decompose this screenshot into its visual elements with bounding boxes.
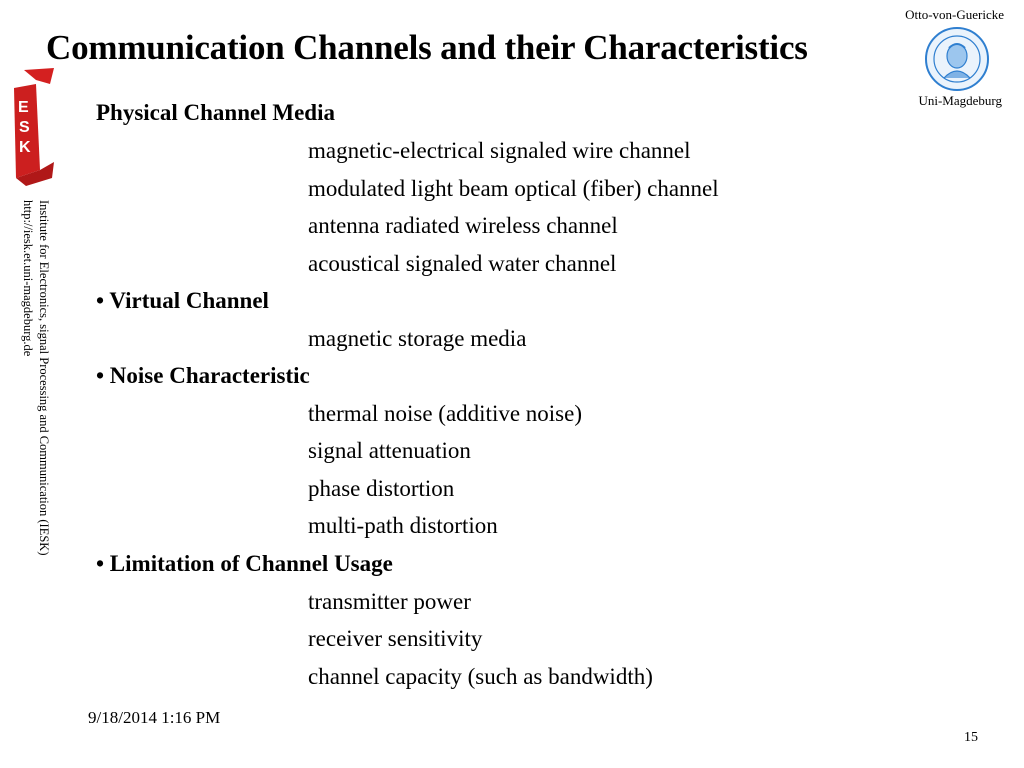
list-item: receiver sensitivity [308, 626, 483, 651]
list-item: acoustical signaled water channel [308, 251, 617, 276]
page-number: 15 [964, 730, 978, 745]
section-heading: • Noise Characteristic [96, 363, 310, 388]
list-item: modulated light beam optical (fiber) channel [308, 176, 719, 201]
university-seal-icon [924, 26, 990, 92]
list-item: multi-path distortion [308, 513, 498, 538]
institute-url: http://iesk.et.uni-magdeburg.de [21, 200, 35, 357]
svg-text:E: E [18, 99, 29, 116]
footer-date: 9/18/2014 1:16 PM [88, 708, 221, 727]
institute-side-text [8, 200, 52, 610]
section-heading: • Virtual Channel [96, 288, 269, 313]
list-item: thermal noise (additive noise) [308, 401, 583, 426]
section-heading: Physical Channel Media [96, 100, 335, 125]
list-item: antenna radiated wireless channel [308, 213, 618, 238]
list-item: magnetic-electrical signaled wire channel [308, 138, 691, 163]
list-item: phase distortion [308, 476, 455, 501]
list-item: transmitter power [308, 589, 471, 614]
svg-text:S: S [19, 119, 30, 136]
section-heading: • Limitation of Channel Usage [96, 551, 393, 576]
svg-text:K: K [19, 139, 31, 156]
list-item: channel capacity (such as bandwidth) [308, 664, 653, 689]
university-name-top: Otto-von-Guericke [905, 7, 1004, 22]
list-item: signal attenuation [308, 438, 471, 463]
list-item: magnetic storage media [308, 326, 527, 351]
university-name-bottom: Uni-Magdeburg [918, 93, 1002, 108]
esk-logo-icon [6, 66, 58, 188]
slide-title: Communication Channels and their Characteristics [46, 28, 808, 67]
institute-name: Institute for Electronics, signal Processing and Communication (IESK) [37, 200, 51, 556]
